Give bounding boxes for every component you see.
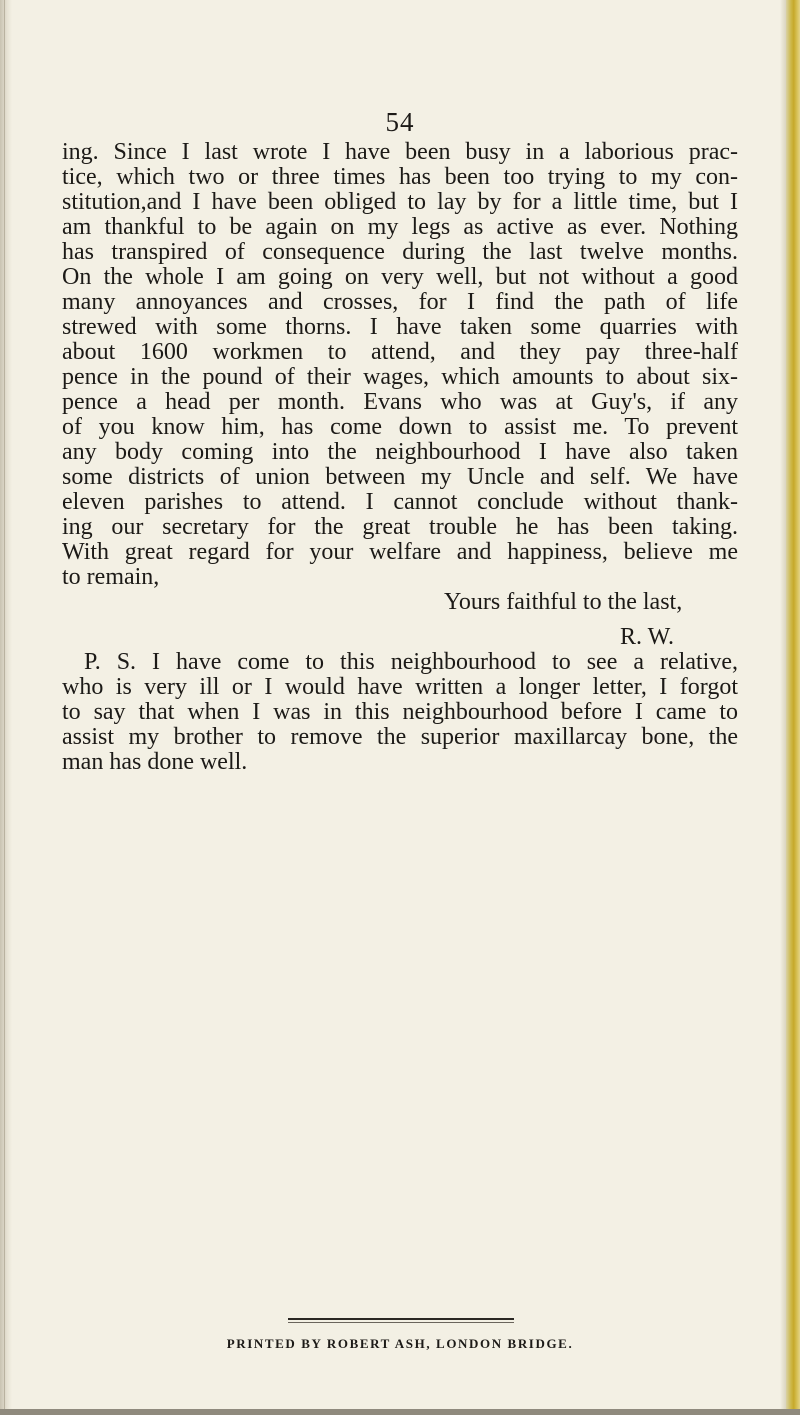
- letter-body: [62, 140, 738, 775]
- page-left-rule: [4, 0, 5, 1415]
- text-line: eleven parishes to attend. I cannot conclude without thank-: [62, 489, 738, 515]
- letter-closing: [62, 590, 738, 650]
- imprint-rule-thin: [288, 1322, 514, 1323]
- page-bottom-edge: [0, 1409, 800, 1415]
- postscript-line: P. S. I have come to this neighbourhood to see a relative,: [84, 649, 738, 675]
- text-line: about 1600 workmen to attend, and they pay three-half: [62, 339, 738, 365]
- postscript-line: assist my brother to remove the superior maxillarcay bone, the: [62, 724, 738, 750]
- text-line: tice, which two or three times has been too trying to my con-: [62, 164, 738, 190]
- postscript: [62, 650, 738, 775]
- text-line: pence a head per month. Evans who was at Guy's, if any: [62, 389, 738, 415]
- text-line: pence in the pound of their wages, which amounts to about six-: [62, 364, 738, 390]
- text-line: On the whole I am going on very well, but not without a good: [62, 264, 738, 290]
- text-line: some districts of union between my Uncle and self. We have: [62, 464, 738, 490]
- printer-imprint: PRINTED BY ROBERT ASH, LONDON BRIDGE.: [226, 1336, 574, 1351]
- text-line: many annoyances and crosses, for I find the path of life: [62, 289, 738, 315]
- valediction: Yours faithful to the last,: [444, 589, 683, 615]
- text-line: am thankful to be again on my legs as active as ever. Nothing: [62, 214, 738, 240]
- letter-paragraph: [62, 140, 738, 590]
- text-line: any body coming into the neighbourhood I have also taken: [62, 439, 738, 465]
- text-line: ing our secretary for the great trouble he has been taking.: [62, 514, 738, 540]
- postscript-line: who is very ill or I would have written a longer letter, I forgot: [62, 674, 738, 700]
- book-spine-edge: [786, 0, 800, 1415]
- text-line: of you know him, has come down to assist me. To prevent: [62, 414, 738, 440]
- text-line: strewed with some thorns. I have taken some quarries with: [62, 314, 738, 340]
- page-number: 54: [385, 107, 415, 137]
- text-line: to remain,: [62, 564, 160, 590]
- text-line: stitution,and I have been obliged to lay by for a little time, but I: [62, 189, 738, 215]
- postscript-line: man has done well.: [62, 749, 248, 775]
- signature: R. W.: [620, 624, 675, 650]
- text-line: has transpired of consequence during the last twelve months.: [62, 239, 738, 265]
- text-line: With great regard for your welfare and happiness, believe me: [62, 539, 738, 565]
- text-line: ing. Since I last wrote I have been busy in a laborious prac-: [62, 139, 738, 165]
- page-left-edge: [0, 0, 12, 1415]
- postscript-line: to say that when I was in this neighbourhood before I came to: [62, 699, 738, 725]
- imprint-rule: [288, 1318, 514, 1320]
